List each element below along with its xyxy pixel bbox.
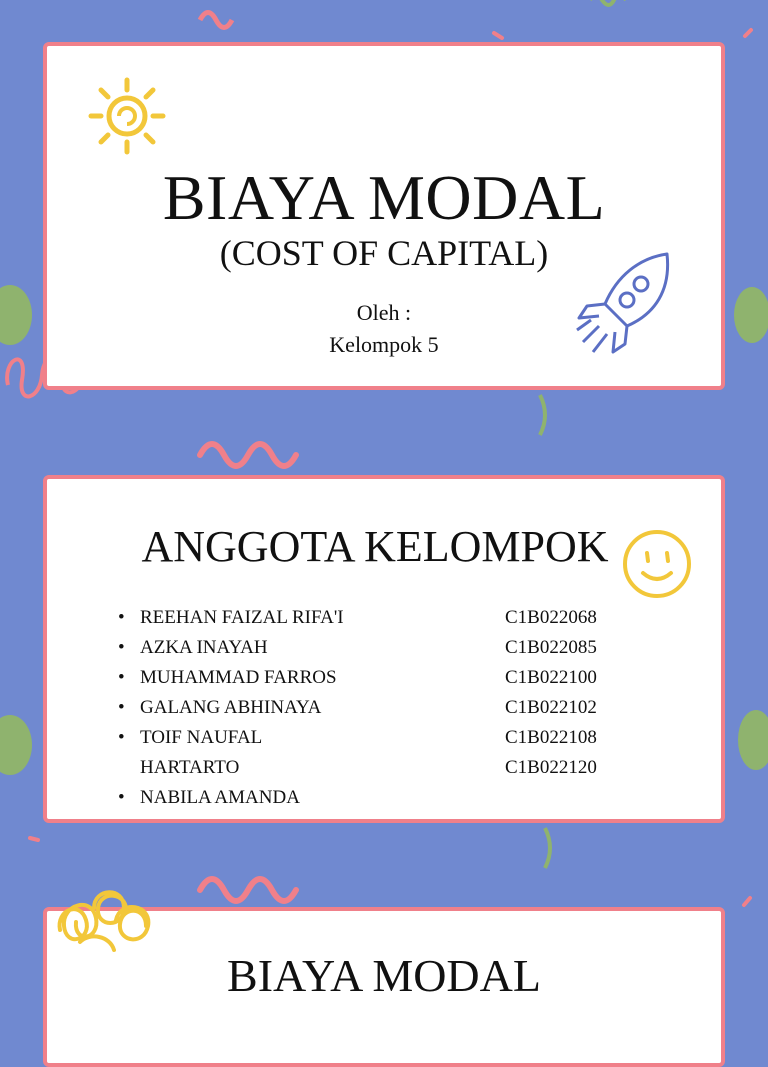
- leaf-right-2: [738, 710, 768, 770]
- nim-item: C1B022100: [505, 667, 597, 688]
- dash-2: [745, 30, 751, 36]
- leaf-left-2: [0, 715, 32, 775]
- list-item: • MUHAMMAD FARROS: [118, 667, 337, 688]
- nim-item: C1B022085: [505, 637, 597, 658]
- presentation-subtitle: (COST OF CAPITAL): [219, 233, 549, 273]
- section-title: BIAYA MODAL: [227, 950, 541, 1001]
- nim-list: [505, 603, 597, 783]
- group-label: Kelompok 5: [329, 332, 439, 357]
- squiggle-mid: [200, 444, 296, 466]
- squiggle-top-right: [590, 0, 626, 5]
- sun-icon: [85, 74, 169, 158]
- list-item: • GALANG ABHINAYA: [118, 697, 322, 718]
- leaf-left-1: [0, 285, 32, 345]
- members-list: [118, 603, 344, 813]
- presentation-title: BIAYA MODAL: [162, 162, 606, 233]
- dash-1: [494, 33, 502, 38]
- nim-item: C1B022120: [505, 757, 597, 778]
- squiggle-green-low: [545, 828, 550, 868]
- list-item: HARTARTO: [140, 757, 240, 778]
- list-item: • TOIF NAUFAL: [118, 727, 263, 748]
- nim-item: C1B022108: [505, 727, 597, 748]
- squiggle-lower: [200, 879, 296, 901]
- slide-members: [43, 475, 725, 823]
- leaf-right-1: [734, 287, 768, 343]
- dash-4: [744, 898, 750, 905]
- nim-item: C1B022102: [505, 697, 597, 718]
- dash-3: [30, 838, 38, 840]
- rocket-icon: [569, 246, 679, 366]
- list-item: • REEHAN FAIZAL RIFA'I: [118, 607, 344, 628]
- list-item: • AZKA INAYAH: [118, 637, 268, 658]
- by-label: Oleh :: [356, 300, 412, 325]
- squiggle-top: [200, 13, 232, 28]
- nim-item: C1B022068: [505, 607, 597, 628]
- squiggle-green-mid: [540, 395, 545, 435]
- members-title: ANGGOTA KELOMPOK: [141, 522, 609, 571]
- slide-title: [43, 42, 725, 390]
- list-item: • NABILA AMANDA: [118, 787, 300, 808]
- smiley-icon: [617, 523, 699, 605]
- scribble-icon: [50, 880, 160, 960]
